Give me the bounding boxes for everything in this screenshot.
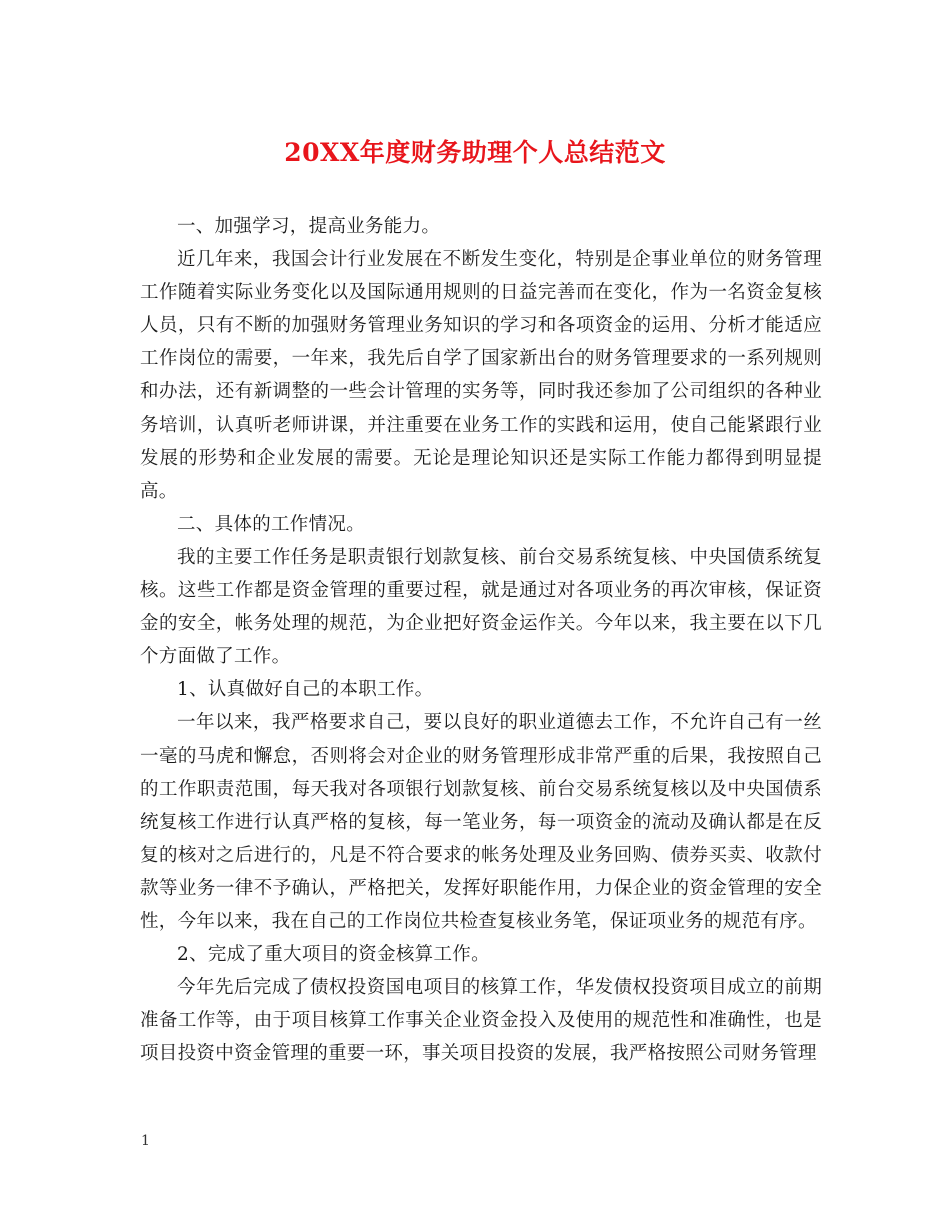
body-paragraph: 今年先后完成了债权投资国电项目的核算工作，华发债权投资项目成立的前期准备工作等，由于项目核算工作事关企业资金投入及使用的规范性和准确性，也是项目投资中资金管理的重要一环，事关项目投资的发展，我严格按照公司财务管理	[140, 977, 822, 1065]
subsection-heading-2: 2、完成了重大项目的资金核算工作。	[177, 944, 490, 966]
document-body	[140, 210, 822, 1070]
body-paragraph: 一年以来，我严格要求自己，要以良好的职业道德去工作，不允许自己有一丝一毫的马虎和懈怠，否则将会对企业的财务管理形成非常严重的后果，我按照自己的工作职责范围，每天我对各项银行划款复核、前台交易系统复核以及中央国债系统复核工作进行认真严格的复核，每一笔业务，每一项资金的流动及确认都是在反复的核对之后进行的，凡是不符合要求的帐务处理及业务回购、债券买卖、收款付款等业务一律不予确认，严格把关，发挥好职能作用，力保企业的资金管理的安全性，今年以来，我在自己的工作岗位共检查复核业务笔，保证项业务的规范有序。	[140, 712, 822, 932]
section-heading-1: 一、加强学习，提高业务能力。	[177, 216, 441, 237]
subsection-heading-1: 1、认真做好自己的本职工作。	[177, 679, 434, 701]
page-number: 1	[141, 1133, 150, 1149]
document-title: 20XX年度财务助理个人总结范文	[284, 138, 666, 167]
body-paragraph: 我的主要工作任务是职责银行划款复核、前台交易系统复核、中央国债系统复核。这些工作都是资金管理的重要过程，就是通过对各项业务的再次审核，保证资金的安全，帐务处理的规范，为企业把好资金运作关。今年以来，我主要在以下几个方面做了工作。	[140, 546, 822, 668]
body-paragraph: 近几年来，我国会计行业发展在不断发生变化，特别是企事业单位的财务管理工作随着实际业务变化以及国际通用规则的日益完善而在变化，作为一名资金复核人员，只有不断的加强财务管理业务知识的学习和各项资金的运用、分析才能适应工作岗位的需要，一年来，我先后自学了国家新出台的财务管理要求的一系列规则和办法，还有新调整的一些会计管理的实务等，同时我还参加了公司组织的各种业务培训，认真听老师讲课，并注重要在业务工作的实践和运用，使自己能紧跟行业发展的形势和企业发展的需要。无论是理论知识还是实际工作能力都得到明显提高。	[140, 249, 822, 502]
section-heading-2: 二、具体的工作情况。	[177, 513, 366, 535]
